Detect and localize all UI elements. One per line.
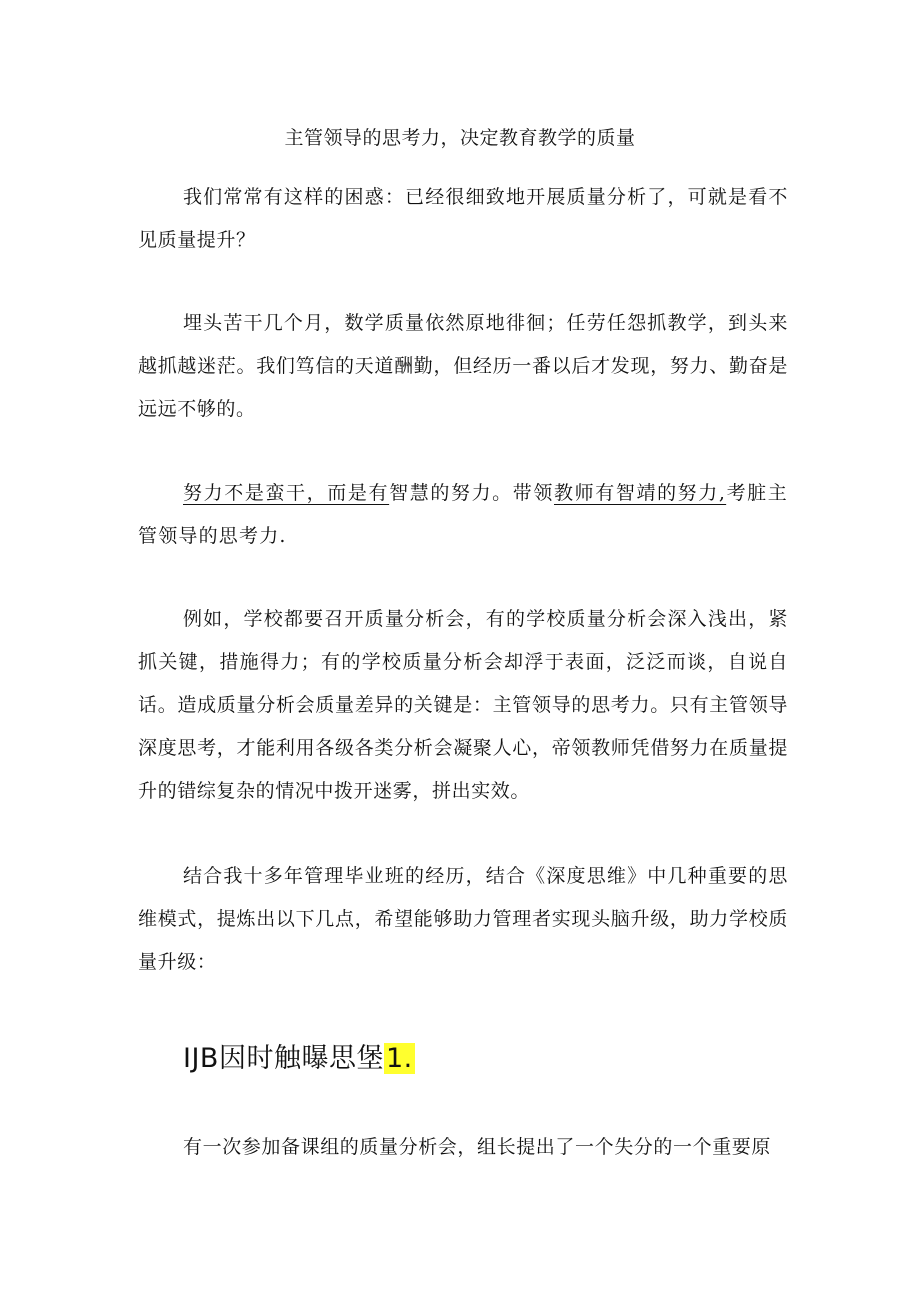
paragraph-wisdom (138, 472, 788, 558)
paragraph-text: 考脏主管领导的思考力. (138, 482, 788, 547)
heading-number-highlight: 1. (385, 1043, 413, 1074)
heading-text: IJB因时触曝思堡 (183, 1043, 384, 1074)
paragraph-confusion: 我们常常有这样的困惑：已经很细致地开展质量分析了，可就是看不见质量提升？ (138, 186, 788, 251)
underlined-text: 努力不是蛮干，而是有 (183, 482, 390, 504)
paragraph-hard-work: 埋头苦干几个月，数学质量依然原地徘徊；任劳任怨抓教学，到头来越抓越迷茫。我们笃信的天道酬勤，但经历一番以后才发现，努力、勤奋是远远不够的。 (138, 312, 788, 420)
section-heading (183, 1040, 415, 1078)
paragraph-text: 智慧的努力。带领 (389, 482, 555, 504)
paragraph-experience: 结合我十多年管理毕业班的经历，结合《深度思维》中几种重要的思维模式，提炼出以下几点，希望能够助力管理者实现头脑升级，助力学校质量升级： (138, 865, 788, 973)
paragraph-example: 例如，学校都要召开质量分析会，有的学校质量分析会深入浅出，紧抓关键，措施得力；有的学校质量分析会却浮于表面，泛泛而谈，自说自话。造成质量分析会质量差异的关键是：主管领导的思考力。只有主管领导深度思考，才能利用各级各类分析会凝聚人心，帝领教师凭借努力在质量提升的错综复杂的情况中拨开迷雾，拼出实效。 (138, 608, 788, 802)
paragraph-meeting: 有一次参加备课组的质量分析会，组长提出了一个失分的一个重要原 (183, 1136, 772, 1158)
document-title: 主管领导的思考力，决定教育教学的质量 (284, 127, 636, 149)
underlined-text: 教师有智靖的努力, (554, 482, 727, 504)
